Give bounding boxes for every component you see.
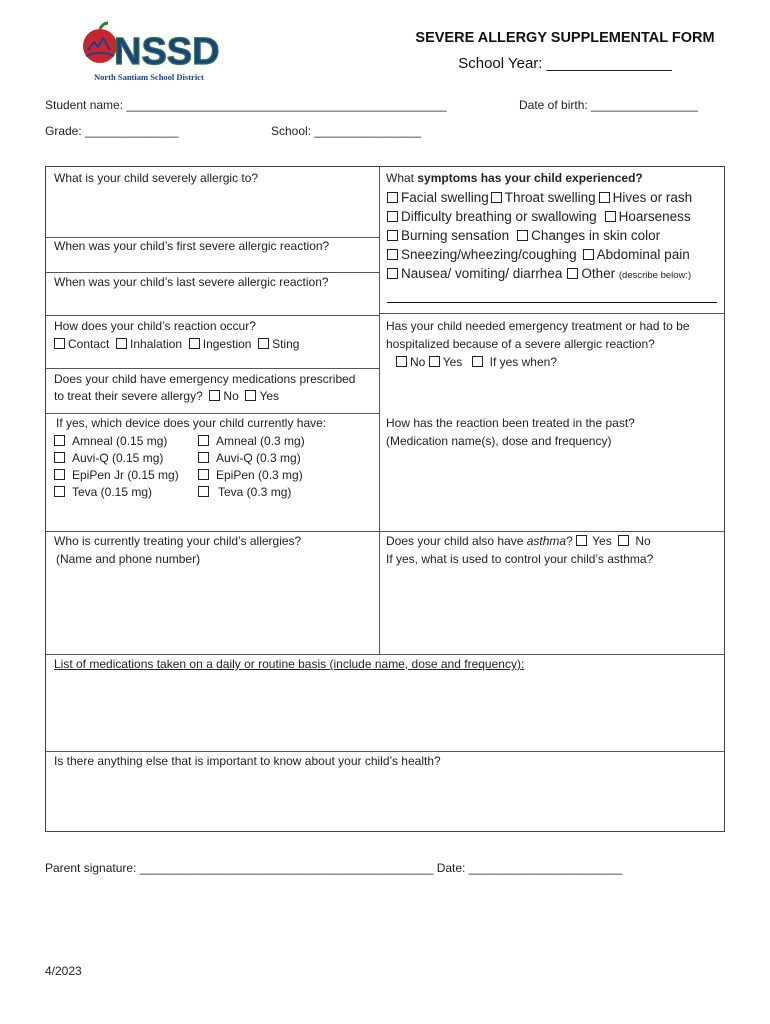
column-divider (379, 167, 380, 654)
row-divider (46, 315, 379, 316)
et-yes-checkbox[interactable] (429, 356, 440, 367)
teva-03-label: Teva (0.3 mg) (218, 485, 292, 499)
allergic-to-label: What is your child severely allergic to? (54, 171, 259, 185)
asthma-control-label: If yes, what is used to control your child’s asthma? (386, 552, 654, 566)
student-name-field[interactable]: Student name: ________________________________________________ (45, 98, 447, 112)
row-divider (46, 531, 379, 532)
symptoms-label (386, 170, 643, 188)
other-note: (describe below:) (618, 270, 692, 281)
et-when-label: If yes when? (489, 355, 557, 369)
meds-prescribed-text: to treat their severe allergy? (54, 389, 203, 403)
et-no-checkbox[interactable] (396, 356, 407, 367)
mp-yes-label: Yes (259, 389, 280, 403)
nssd-logo (78, 20, 238, 84)
et-no-label: No (410, 355, 426, 369)
row-divider (46, 413, 379, 414)
difficulty-breathing-checkbox[interactable] (387, 211, 398, 222)
hives-rash-checkbox[interactable] (599, 192, 610, 203)
asthma-prefix: Does your child also have (386, 534, 527, 548)
burning-label: Burning sensation (401, 228, 510, 243)
abdominal-label: Abdominal pain (596, 247, 690, 262)
device-amneal-03 (198, 433, 305, 451)
sneezing-checkbox[interactable] (387, 249, 398, 260)
auviq-03-checkbox[interactable] (198, 452, 209, 463)
form-title: SEVERE ALLERGY SUPPLEMENTAL FORM (415, 30, 715, 46)
epipen-03-checkbox[interactable] (198, 469, 209, 480)
school-year-field[interactable]: School Year: _______________ (458, 55, 672, 72)
throat-swelling-label: Throat swelling (504, 190, 596, 205)
how-occur-label: How does your child’s reaction occur? (54, 319, 256, 333)
ingestion-label: Ingestion (202, 337, 252, 351)
logo-subtitle: North Santiam School District (94, 72, 204, 82)
row-divider (379, 313, 725, 314)
emergency-treatment-options (396, 354, 557, 372)
et-when-checkbox[interactable] (472, 356, 483, 367)
symptoms-row-3 (387, 226, 660, 245)
parent-signature-field[interactable]: Parent signature: ____________________________________________ Date: _______________________ (45, 861, 623, 875)
teva-015-label: Teva (0.15 mg) (72, 485, 153, 499)
mp-no-checkbox[interactable] (209, 390, 220, 401)
row-divider (379, 531, 725, 532)
skin-color-checkbox[interactable] (517, 230, 528, 241)
meds-prescribed-label-2 (54, 388, 279, 406)
device-teva-03 (198, 484, 291, 502)
inhalation-checkbox[interactable] (116, 338, 127, 349)
amneal-015-label: Amneal (0.15 mg) (72, 434, 168, 448)
symptoms-row-5 (387, 264, 691, 285)
asthma-no-label: No (635, 534, 651, 548)
device-teva-015 (54, 484, 152, 502)
device-auviq-03 (198, 450, 301, 468)
other-checkbox[interactable] (567, 268, 578, 279)
row-divider (46, 272, 379, 273)
epipenjr-015-checkbox[interactable] (54, 469, 65, 480)
mp-yes-checkbox[interactable] (245, 390, 256, 401)
throat-swelling-checkbox[interactable] (491, 192, 502, 203)
asthma-yes-checkbox[interactable] (576, 535, 587, 546)
amneal-03-checkbox[interactable] (198, 435, 209, 446)
sting-checkbox[interactable] (258, 338, 269, 349)
asthma-word: asthma (526, 534, 567, 548)
asthma-question (386, 533, 651, 551)
grade-field[interactable]: Grade: ______________ (45, 124, 179, 138)
treated-past-label-1: How has the reaction been treated in the past? (386, 416, 635, 430)
skin-color-label: Changes in skin color (531, 228, 661, 243)
teva-03-checkbox[interactable] (198, 486, 209, 497)
auviq-015-checkbox[interactable] (54, 452, 65, 463)
facial-swelling-checkbox[interactable] (387, 192, 398, 203)
et-yes-label: Yes (442, 355, 463, 369)
burning-checkbox[interactable] (387, 230, 398, 241)
treating-label-2: (Name and phone number) (56, 552, 201, 566)
facial-swelling-label: Facial swelling (401, 190, 489, 205)
date-of-birth-field[interactable]: Date of birth: ________________ (519, 98, 698, 112)
auviq-03-label: Auvi-Q (0.3 mg) (216, 451, 301, 465)
device-amneal-015 (54, 433, 167, 451)
teva-015-checkbox[interactable] (54, 486, 65, 497)
logo-text: NSSD (114, 31, 220, 73)
other-describe-line[interactable] (387, 302, 717, 303)
school-field[interactable]: School: ________________ (271, 124, 422, 138)
ingestion-checkbox[interactable] (189, 338, 200, 349)
treated-past-label-2: (Medication name(s), dose and frequency) (386, 434, 612, 448)
device-epipen-03 (198, 467, 303, 485)
first-reaction-label: When was your child’s first severe allergic reaction? (54, 239, 330, 253)
symptoms-bold: symptoms has your child experienced? (417, 171, 643, 185)
device-auviq-015 (54, 450, 163, 468)
device-epipenjr-015 (54, 467, 179, 485)
nausea-label: Nausea/ vomiting/ diarrhea (401, 266, 563, 281)
contact-checkbox[interactable] (54, 338, 65, 349)
auviq-015-label: Auvi-Q (0.15 mg) (72, 451, 164, 465)
symptoms-row-1 (387, 188, 692, 207)
nausea-checkbox[interactable] (387, 268, 398, 279)
hives-rash-label: Hives or rash (612, 190, 693, 205)
anything-else-label: Is there anything else that is important to know about your child’s health? (54, 754, 441, 768)
asthma-no-checkbox[interactable] (618, 535, 629, 546)
abdominal-checkbox[interactable] (583, 249, 594, 260)
symptoms-row-4 (387, 245, 690, 264)
treating-label-1: Who is currently treating your child’s allergies? (54, 534, 302, 548)
amneal-03-label: Amneal (0.3 mg) (216, 434, 305, 448)
row-divider (46, 368, 379, 369)
row-divider (46, 751, 725, 752)
sting-label: Sting (272, 337, 300, 351)
epipenjr-015-label: EpiPen Jr (0.15 mg) (72, 468, 179, 482)
row-divider (46, 654, 725, 655)
mp-no-label: No (223, 389, 239, 403)
asthma-yes-label: Yes (592, 534, 612, 548)
symptoms-prefix: What (386, 171, 418, 185)
difficulty-breathing-label: Difficulty breathing or swallowing (401, 209, 597, 224)
other-label: Other (581, 266, 616, 281)
sneezing-label: Sneezing/wheezing/coughing (401, 247, 577, 262)
asthma-qmark: ? (566, 534, 573, 548)
epipen-03-label: EpiPen (0.3 mg) (216, 468, 303, 482)
meds-prescribed-label-1: Does your child have emergency medications prescribed (54, 372, 356, 386)
daily-meds-label: List of medications taken on a daily or routine basis (include name, dose and frequency): (54, 657, 525, 671)
form-version: 4/2023 (45, 964, 82, 978)
symptoms-row-2 (387, 207, 691, 226)
occur-options (54, 336, 299, 354)
hoarseness-label: Hoarseness (618, 209, 691, 224)
amneal-015-checkbox[interactable] (54, 435, 65, 446)
emergency-treatment-label-2: hospitalized because of a severe allergic reaction? (386, 337, 655, 351)
hoarseness-checkbox[interactable] (605, 211, 616, 222)
device-question-label: If yes, which device does your child currently have: (56, 416, 327, 430)
last-reaction-label: When was your child’s last severe allergic reaction? (54, 275, 329, 289)
inhalation-label: Inhalation (130, 337, 183, 351)
allergy-form-table (45, 166, 725, 832)
contact-label: Contact (68, 337, 110, 351)
emergency-treatment-label-1: Has your child needed emergency treatment or had to be (386, 319, 690, 333)
